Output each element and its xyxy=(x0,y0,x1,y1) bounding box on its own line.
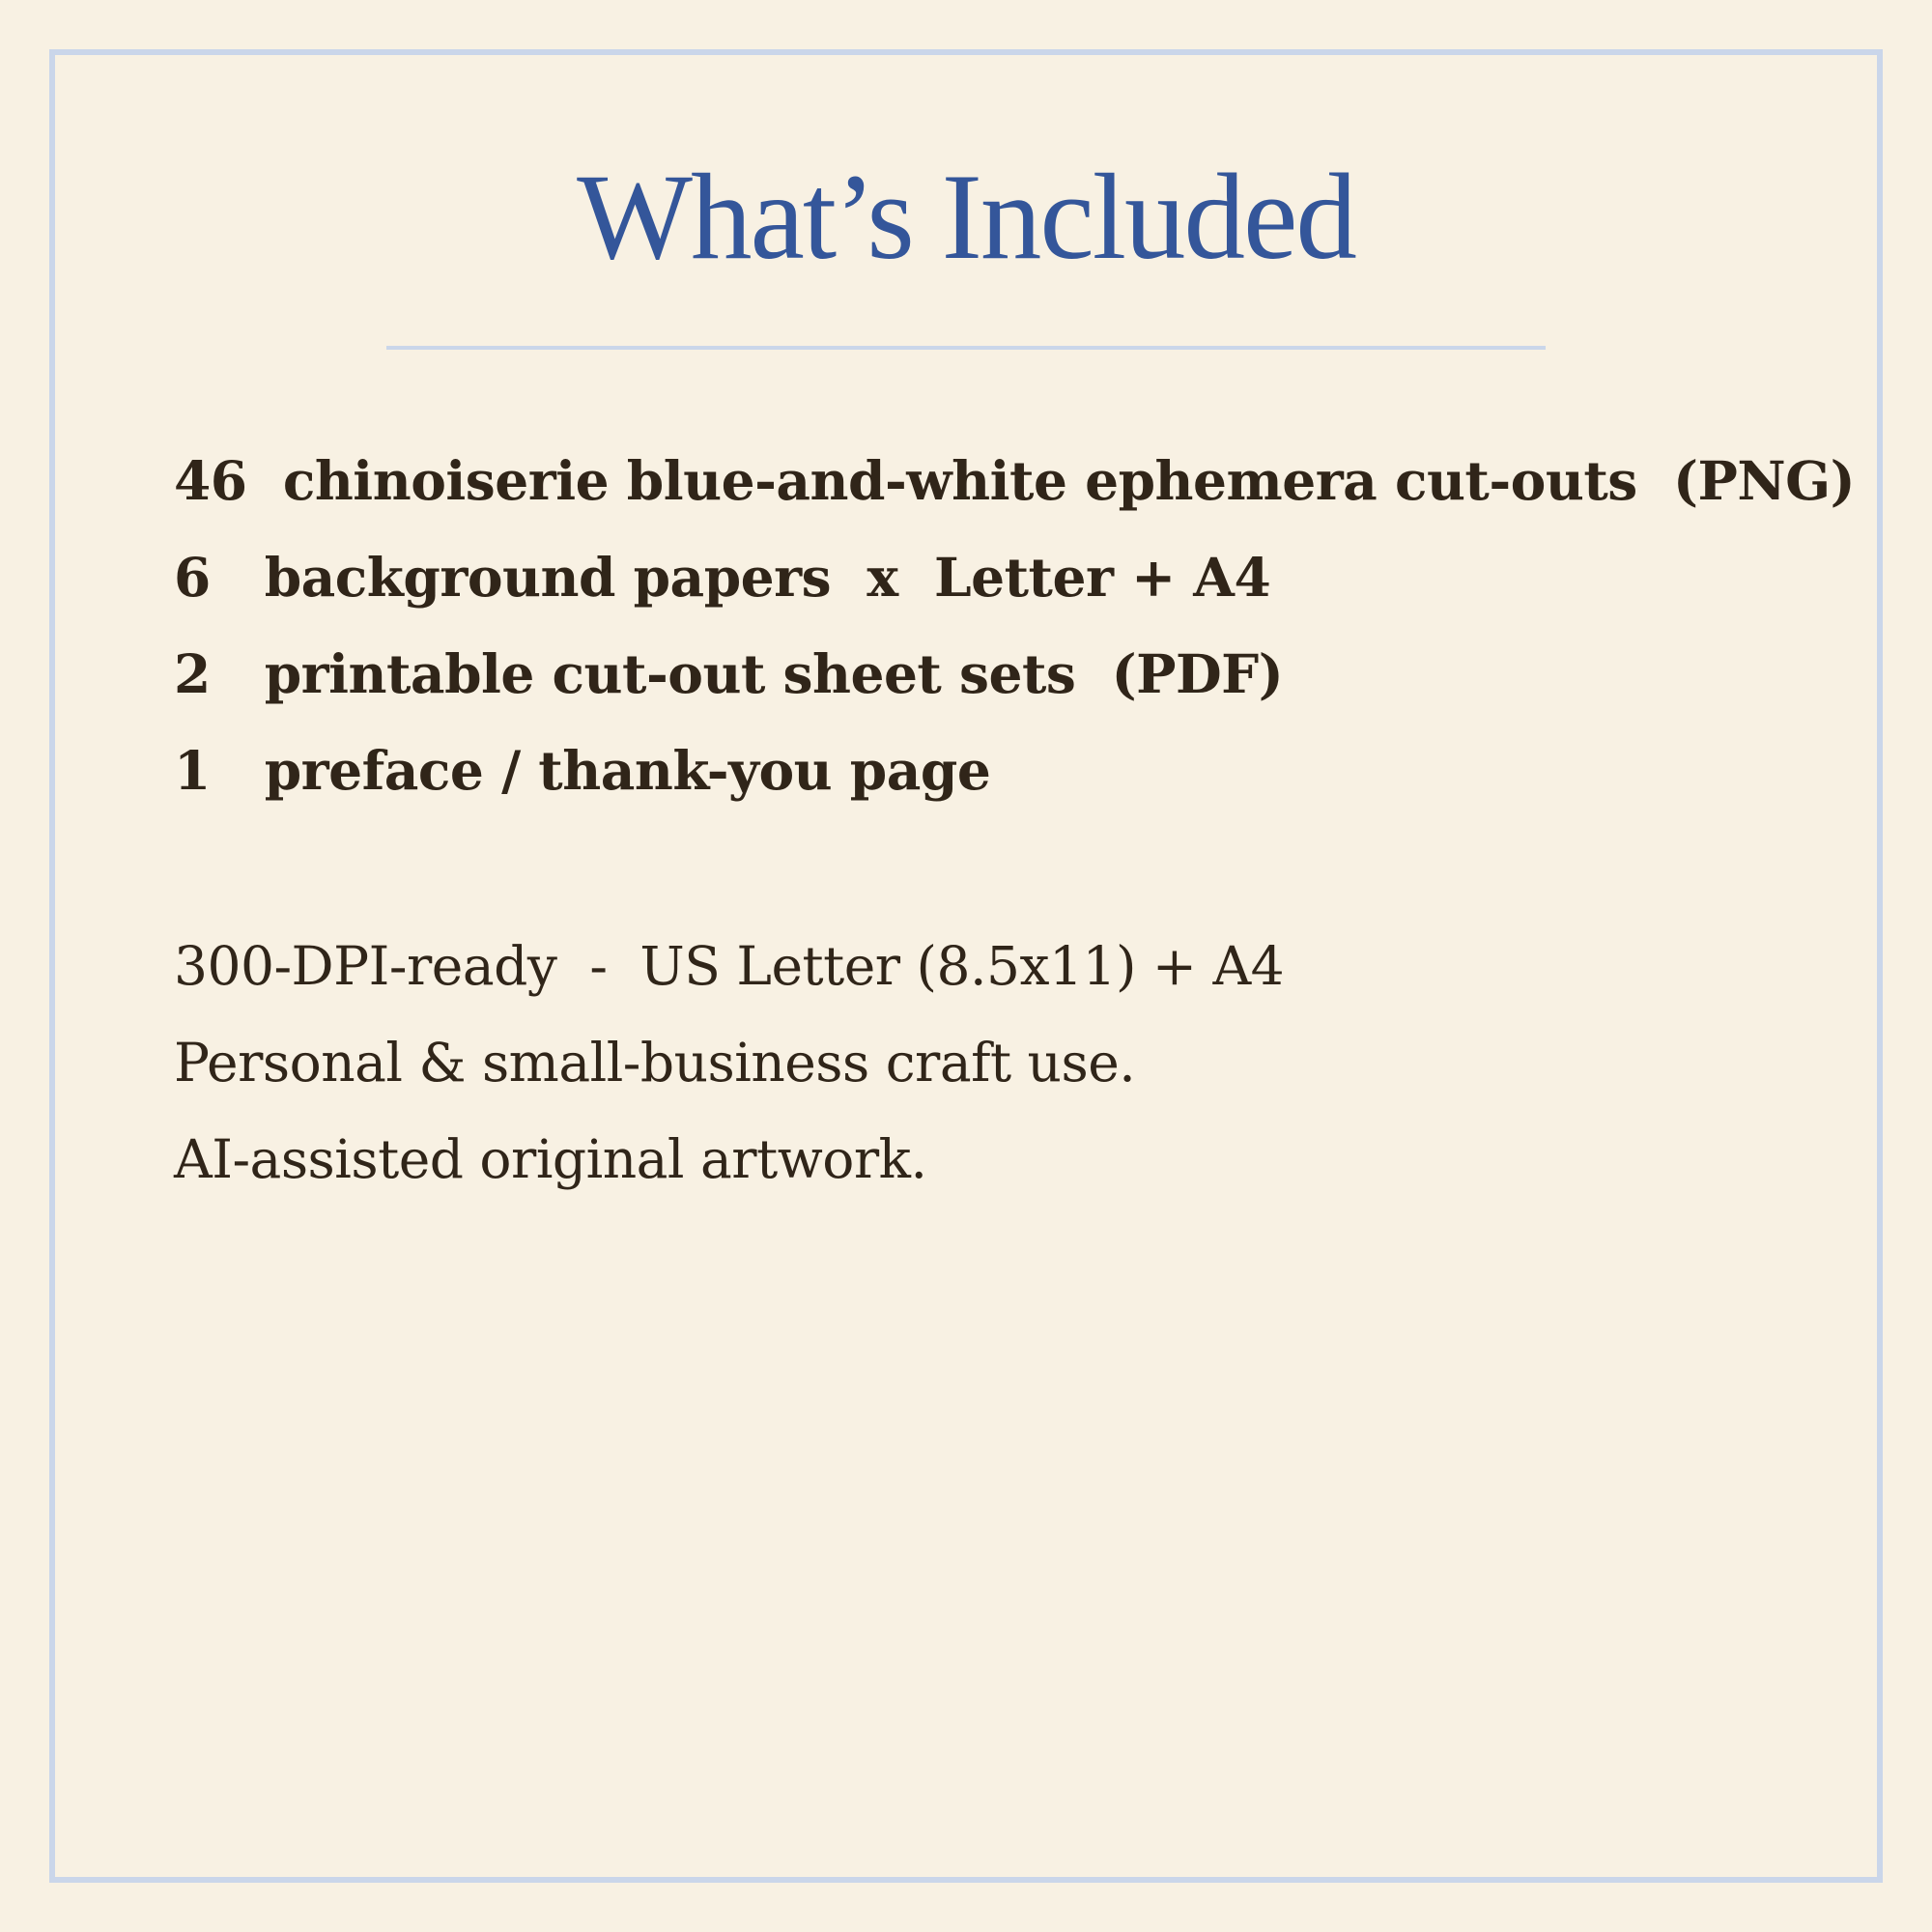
title-divider xyxy=(386,346,1546,350)
page-title: What’s Included xyxy=(577,150,1355,285)
note-resolution-sizes: 300-DPI-ready - US Letter (8.5x11) + A4 xyxy=(174,935,1285,997)
included-item-preface-page: 1 preface / thank-you page xyxy=(174,739,991,802)
included-item-png-cutouts: 46 chinoiserie blue-and-white ephemera cut-outs (PNG) xyxy=(174,449,1856,512)
note-usage-license: Personal & small-business craft use. xyxy=(174,1032,1136,1094)
included-item-pdf-sheet-sets: 2 printable cut-out sheet sets (PDF) xyxy=(174,642,1284,705)
included-items-list xyxy=(174,433,1855,819)
notes-section xyxy=(174,918,1284,1208)
included-item-background-papers: 6 background papers x Letter + A4 xyxy=(174,546,1271,609)
note-artwork-origin: AI-assisted original artwork. xyxy=(174,1128,927,1190)
